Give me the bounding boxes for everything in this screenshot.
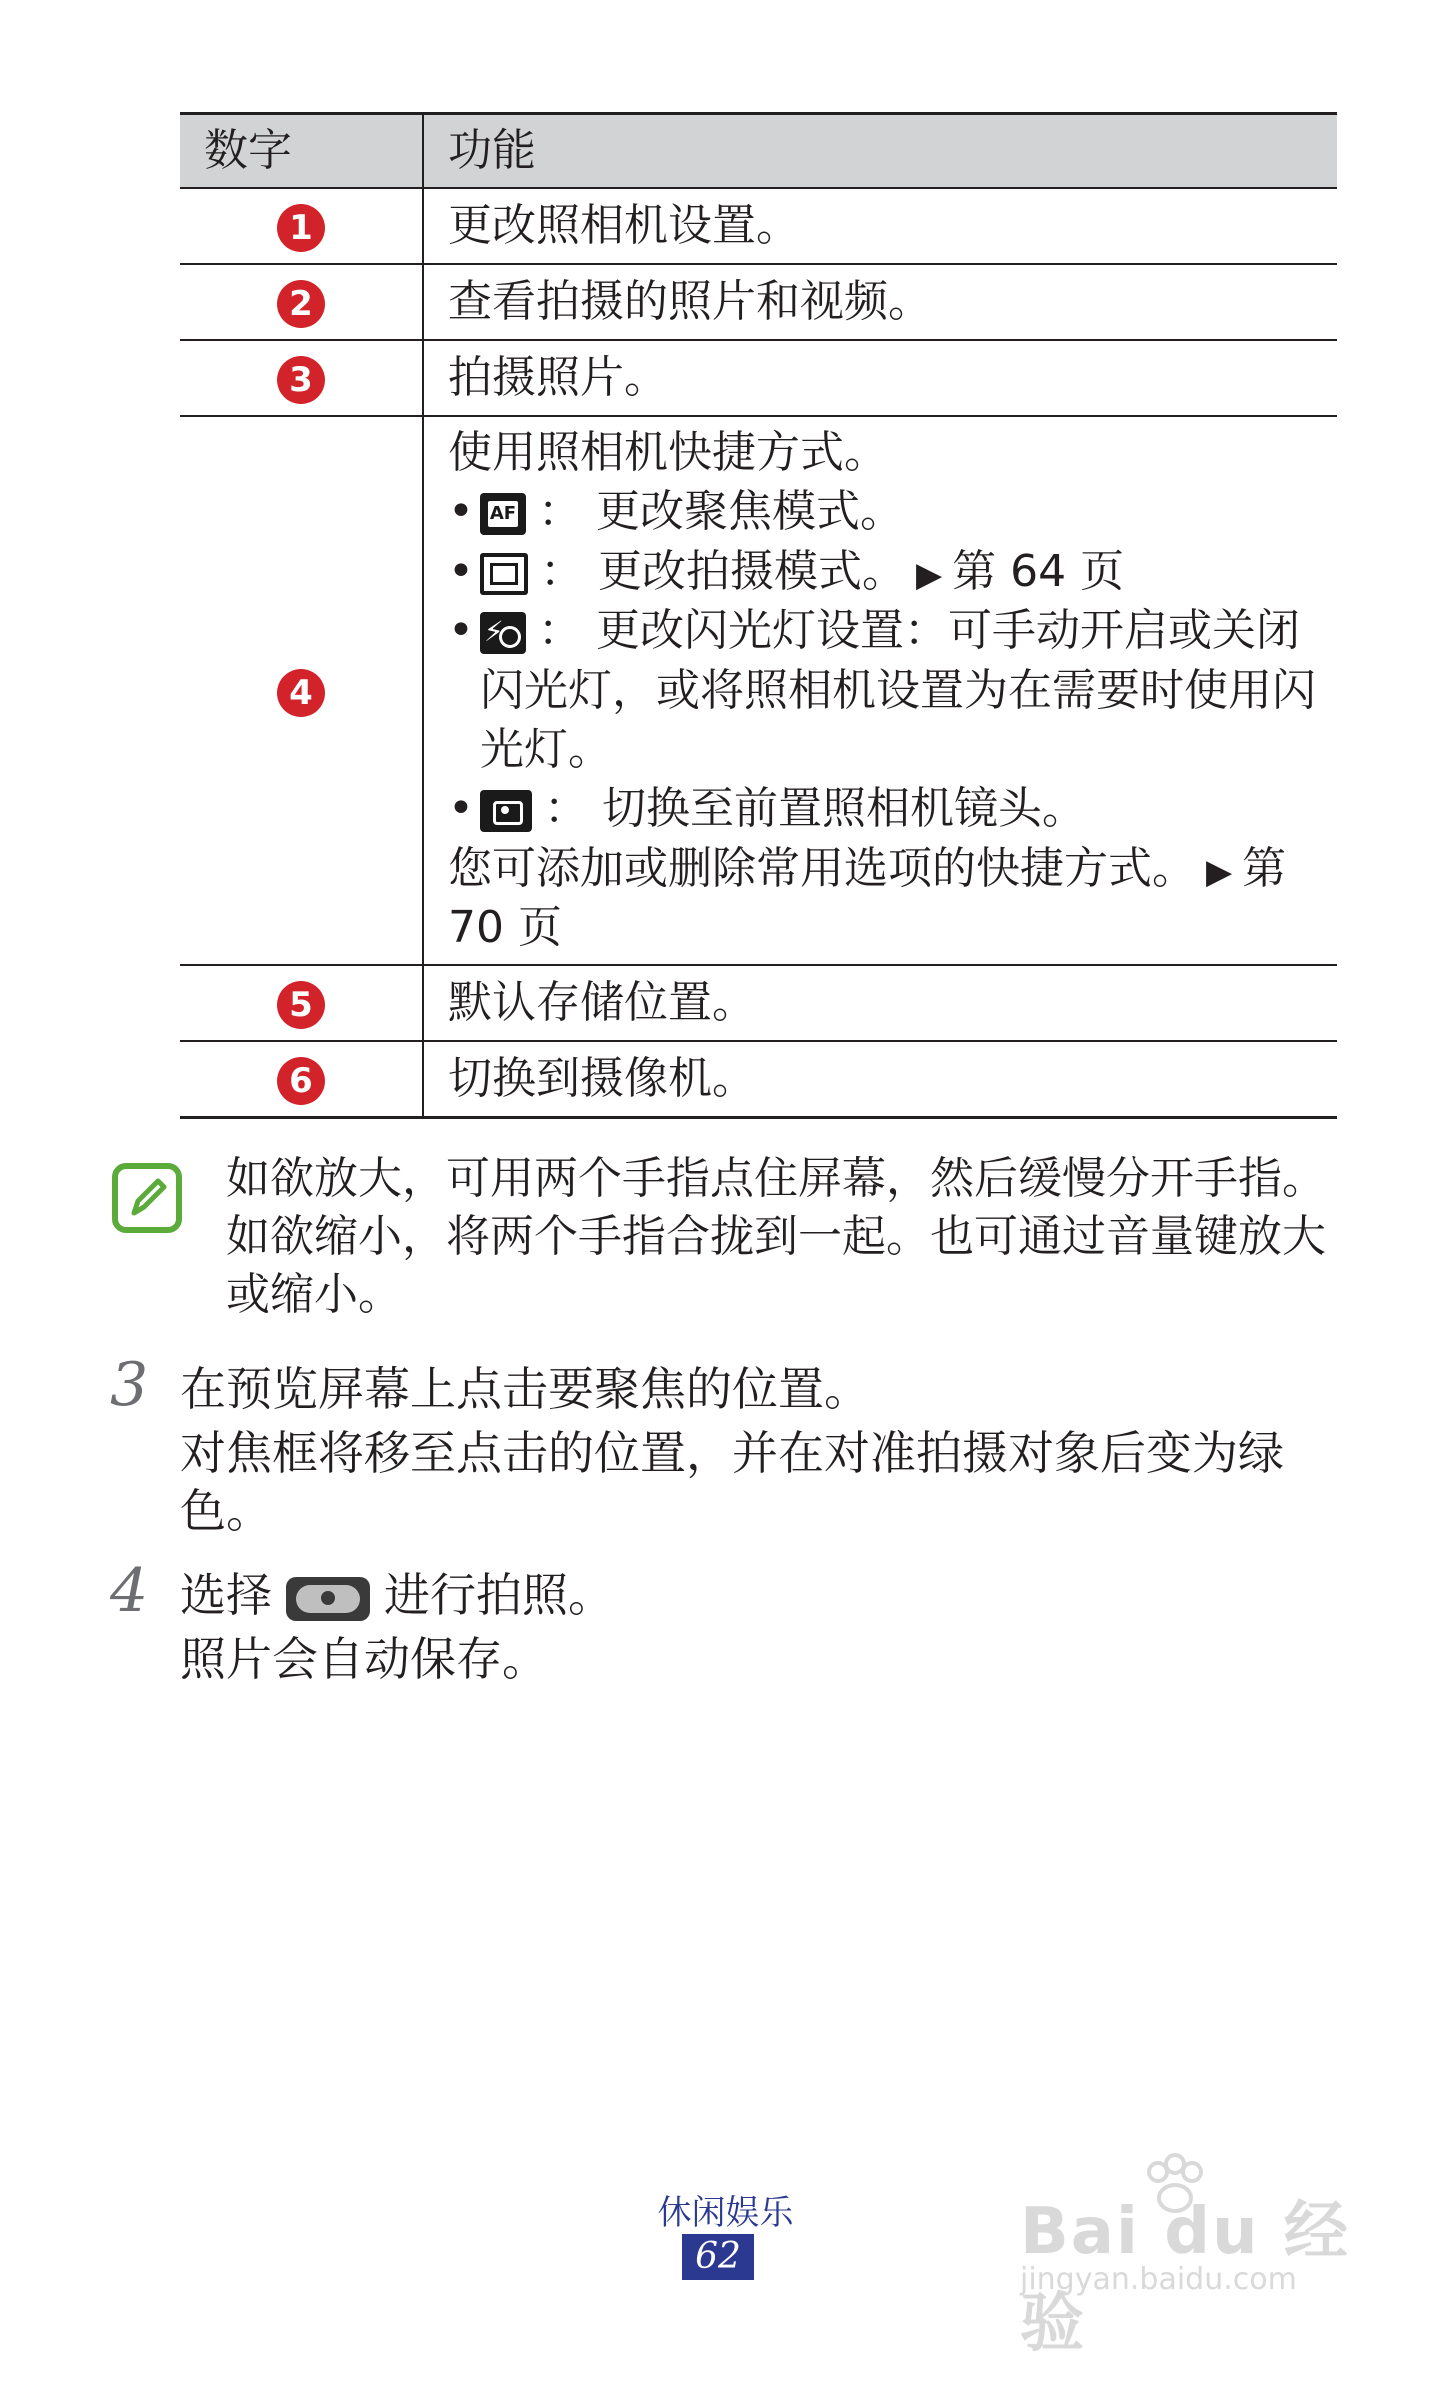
watermark-url: jingyan.baidu.com [1020, 2262, 1297, 2297]
step-3 [180, 1360, 1340, 1540]
bullet-dot: • [448, 783, 474, 835]
shortcut-intro: 使用照相机快捷方式。 [448, 427, 888, 478]
bullet-dot: • [448, 605, 474, 657]
number-badge: 5 [277, 981, 325, 1029]
shutter-button-icon [286, 1577, 370, 1621]
note-pencil-icon [112, 1163, 182, 1233]
step-4 [180, 1566, 1340, 1688]
step-main: 在预览屏幕上点击要聚焦的位置。 [180, 1362, 870, 1416]
function-table [180, 112, 1337, 1119]
bullet-text: ： 切换至前置照相机镜头。 [544, 783, 1086, 835]
ref-arrow-icon: ▶ [916, 554, 943, 595]
step-number: 3 [110, 1350, 149, 1420]
table-row [180, 965, 1337, 1041]
shortcut-bullet [448, 542, 1319, 601]
row-text: 切换到摄像机。 [423, 1041, 1337, 1118]
flash-icon [480, 612, 526, 654]
header-function: 功能 [423, 114, 1337, 189]
step-main-before: 选择 [180, 1568, 272, 1622]
shortcut-cell [423, 416, 1337, 965]
bullet-text: ： 更改聚焦模式。 [538, 486, 904, 538]
table-row [180, 264, 1337, 340]
table-row [180, 340, 1337, 416]
number-badge: 6 [277, 1057, 325, 1105]
bullet-text: ： 更改闪光灯设置：可手动开启或关闭闪光灯，或将照相机设置为在需要时使用闪光灯。 [480, 605, 1316, 775]
shortcut-outro [448, 839, 1319, 958]
page-reference: 第 70 页 [448, 842, 1287, 954]
table-row-shortcuts [180, 416, 1337, 965]
row-text: 拍摄照片。 [423, 340, 1337, 416]
row-text: 默认存储位置。 [423, 965, 1337, 1041]
outro-text: 您可添加或删除常用选项的快捷方式。 [448, 842, 1196, 894]
table-header-row [180, 114, 1337, 189]
ref-arrow-icon: ▶ [1206, 851, 1233, 892]
page-reference: 第 64 页 [952, 545, 1125, 597]
page-number: 62 [682, 2234, 754, 2280]
step-main-after: 进行拍照。 [384, 1568, 614, 1622]
bullet-dot: • [448, 545, 474, 597]
number-badge: 2 [277, 280, 325, 328]
step-detail: 照片会自动保存。 [180, 1632, 548, 1686]
section-label: 休闲娱乐 [657, 2193, 794, 2233]
header-number: 数字 [180, 114, 423, 189]
note-text: 如欲放大，可用两个手指点住屏幕，然后缓慢分开手指。如欲缩小，将两个手指合拢到一起。也可通过音量键放大或缩小。 [226, 1153, 1326, 1320]
shooting-mode-icon [480, 553, 528, 595]
af-focus-icon [480, 493, 526, 535]
bullet-dot: • [448, 486, 474, 538]
number-badge: 3 [277, 356, 325, 404]
step-detail: 对焦框将移至点击的位置，并在对准拍摄对象后变为绿色。 [180, 1426, 1284, 1538]
table-row [180, 188, 1337, 264]
number-badge: 4 [277, 669, 325, 717]
shortcut-bullet [448, 779, 1319, 838]
shortcut-bullet [448, 601, 1319, 779]
step-number: 4 [110, 1556, 149, 1626]
row-text: 更改照相机设置。 [423, 188, 1337, 264]
watermark-logo: Bai du 经验 [1020, 2195, 1350, 2361]
number-badge: 1 [277, 204, 325, 252]
shortcut-bullet [448, 482, 1319, 541]
baidu-watermark [1020, 2150, 1360, 2361]
row-text: 查看拍摄的照片和视频。 [423, 264, 1337, 340]
bullet-text: ： 更改拍摄模式。 [540, 545, 906, 597]
table-row [180, 1041, 1337, 1118]
switch-camera-icon [480, 790, 532, 832]
